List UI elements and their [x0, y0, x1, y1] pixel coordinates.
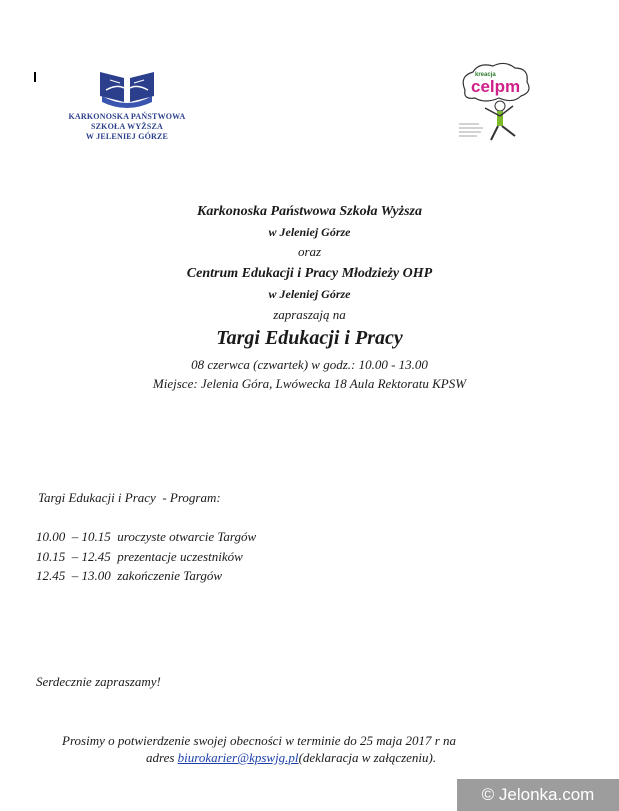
watermark-text: © Jelonka.com: [481, 785, 595, 804]
celpm-logo-text: celpm: [471, 77, 521, 96]
confirm-prefix: adres: [146, 750, 178, 765]
program-item: 10.15 – 12.45 prezentacje uczestników: [36, 549, 243, 564]
program-item: 12.45 – 13.00 zakończenie Targów: [36, 568, 223, 583]
kpsw-logo-line: W JELENIEJ GÓRZE: [85, 132, 169, 141]
email-link[interactable]: biurokarier@kpswjg.pl: [177, 750, 299, 765]
org1-city: w Jeleniej Górze: [268, 225, 351, 239]
kpsw-book-icon: [62, 66, 192, 110]
program-heading: Targi Edukacji i Pracy - Program:: [38, 490, 221, 505]
jelonka-watermark: [457, 779, 619, 811]
closing-greeting: Serdecznie zapraszamy!: [36, 674, 161, 689]
kpsw-logo: [62, 66, 192, 142]
event-title: Targi Edukacji i Pracy: [216, 327, 403, 349]
event-date: 08 czerwca (czwartek) w godz.: 10.00 - 13.00: [191, 357, 428, 372]
kpsw-logo-text: [62, 112, 192, 142]
org2-city: w Jeleniej Górze: [268, 287, 351, 301]
svg-text:kreacja: kreacja: [475, 72, 496, 78]
invite-verb: zapraszają na: [273, 307, 346, 322]
org2-name: Centrum Edukacji i Pracy Młodzieży OHP: [186, 266, 433, 281]
confirm-suffix: (deklaracja w załączeniu).: [298, 750, 437, 765]
celpm-cloud-figure-icon: [455, 60, 535, 146]
text-cursor: [34, 72, 36, 82]
org1-name: Karkonoska Państwowa Szkoła Wyższa: [197, 204, 422, 219]
event-place: Miejsce: Jelenia Góra, Lwówecka 18 Aula Rektoratu KPSW: [152, 376, 467, 391]
program-item: 10.00 – 10.15 uroczyste otwarcie Targów: [36, 529, 257, 544]
confirm-address-line: [146, 750, 436, 766]
confirm-line: Prosimy o potwierdzenie swojej obecności w terminie do 25 maja 2017 r na: [62, 733, 457, 748]
celpm-logo: [455, 60, 535, 146]
kpsw-logo-line: SZKOŁA WYŻSZA: [90, 122, 164, 131]
conjunction: oraz: [297, 244, 322, 259]
kpsw-logo-line: KARKONOSKA PAŃSTWOWA: [68, 112, 186, 121]
